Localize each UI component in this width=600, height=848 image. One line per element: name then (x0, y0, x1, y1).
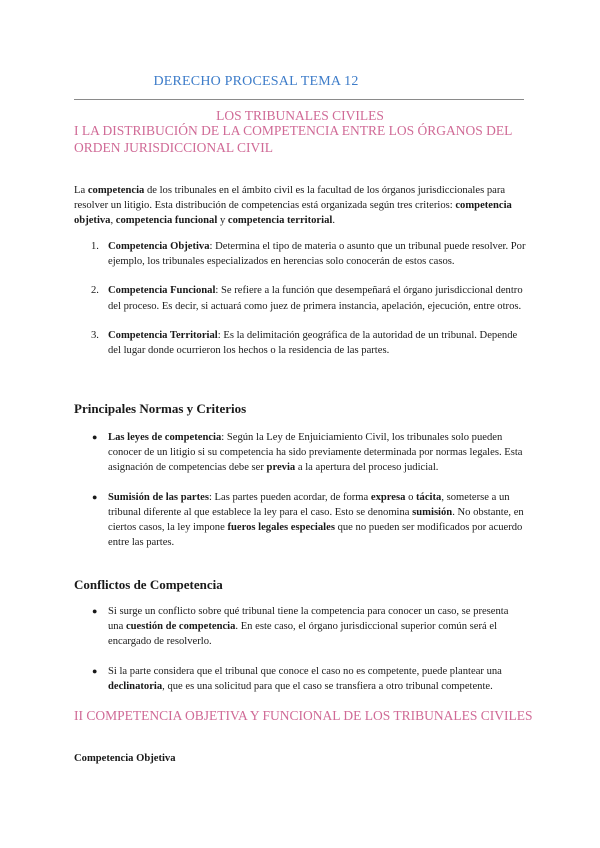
bullet-icon: ● (92, 432, 98, 442)
intro-paragraph: La competencia de los tribunales en el ámbito civil es la facultad de los órganos jurisdiccionales para resolver un litigio. Esta distribución de competencias está organizada según tres criterios: competencia objetiva, competencia funcional y competencia territorial. (74, 185, 512, 227)
section-title-distribucion: I LA DISTRIBUCIÓN DE LA COMPETENCIA ENTRE LOS ÓRGANOS DEL ORDEN JURISDICCIONAL CIVIL (74, 123, 512, 155)
list-item: ● Si surge un conflicto sobre qué tribunal tiene la competencia para conocer un caso, se presenta una cuestión de competencia. En este caso, el órgano jurisdiccional superior común será el encargado de resolverlo. (92, 606, 509, 648)
heading-conflictos: Conflictos de Competencia (74, 577, 223, 592)
list-item: ● Sumisión de las partes: Las partes pueden acordar, de forma expresa o tácita, someterse a un tribunal diferente al que establece la ley para el caso. Esto se denomina sumisión. No obstante, en ciertos casos, la ley impone fueros legales especiales que no pueden ser modificados por acuerdo entre las partes. (92, 491, 524, 549)
heading-principales: Principales Normas y Criterios (74, 401, 247, 416)
list-item: 2. Competencia Funcional: Se refiere a la función que desempeñará el órgano jurisdiccional dentro del proceso. Es decir, si actuará como juez de primera instancia, apelación, ejecución, entre otros. (91, 285, 523, 312)
document-title: DERECHO PROCESAL TEMA 12 (153, 74, 359, 89)
principales-list (74, 430, 526, 550)
conflictos-list (74, 604, 526, 694)
section-title-competencia-objetiva-funcional: II COMPETENCIA OBJETIVA Y FUNCIONAL DE LOS TRIBUNALES CIVILES (74, 708, 533, 723)
list-item: ● Las leyes de competencia: Según la Ley de Enjuiciamiento Civil, los tribunales solo pueden conocer de un litigio si su competencia ha sido previamente determinada por normas legales. Esta asignación de competencias debe ser previa a la apertura del proceso judicial. (92, 432, 523, 474)
list-item: ● Si la parte considera que el tribunal que conoce el caso no es competente, puede plantear una declinatoria, que es una solicitud para que el caso se transfiera a otro tribunal competente. (92, 665, 502, 692)
list-item: 1. Competencia Objetiva: Determina el tipo de materia o asunto que un tribunal puede resolver. Por ejemplo, los tribunales especializados en herencias solo conocerán de estos casos. (91, 241, 526, 268)
bullet-icon: ● (92, 606, 98, 616)
header-divider (74, 99, 524, 100)
bullet-icon: ● (92, 665, 98, 676)
criteria-list (74, 239, 526, 358)
list-item: 3. Competencia Territorial: Es la delimitación geográfica de la autoridad de un tribunal. Depende del lugar donde ocurrieron los hechos o la residencia de las partes. (91, 329, 518, 357)
bullet-icon: ● (92, 491, 98, 502)
document-header (0, 74, 600, 90)
subheading-competencia-objetiva: Competencia Objetiva (74, 753, 176, 764)
section-title-tribunales: LOS TRIBUNALES CIVILES (216, 108, 384, 123)
